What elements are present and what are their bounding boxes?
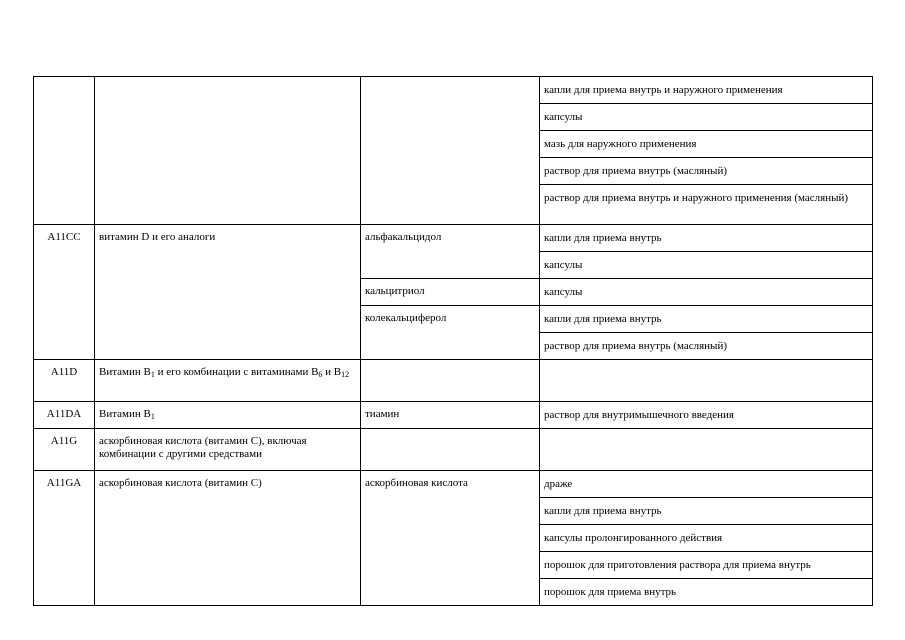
group-name-cell	[95, 77, 361, 225]
table-row	[34, 429, 873, 471]
drug-name-cell: альфакальцидол	[361, 225, 540, 279]
drug-name-cell	[361, 360, 540, 402]
group-name-cell: Витамин $B_1$	[95, 402, 361, 429]
atc-code-cell: A11GA	[34, 471, 95, 606]
table-row	[34, 77, 873, 104]
atc-code-cell: A11CC	[34, 225, 95, 360]
group-name-cell: аскорбиновая кислота (витамин С)	[95, 471, 361, 606]
dosage-form-cell: порошок для приема внутрь	[540, 579, 873, 606]
drug-classification-table	[33, 76, 873, 606]
dosage-form-cell: мазь для наружного применения	[540, 131, 873, 158]
dosage-form-cell: раствор для приема внутрь (масляный)	[540, 333, 873, 360]
group-name-cell: аскорбиновая кислота (витамин С), включая комбинации с другими средствами	[95, 429, 361, 471]
dosage-form-cell: капсулы	[540, 104, 873, 131]
dosage-form-cell: капсулы	[540, 279, 873, 306]
drug-name-cell: тиамин	[361, 402, 540, 429]
dosage-form-cell: капли для приема внутрь	[540, 306, 873, 333]
dosage-form-cell: капли для приема внутрь	[540, 225, 873, 252]
dosage-form-cell: капли для приема внутрь и наружного применения	[540, 77, 873, 104]
drug-name-cell: колекальциферол	[361, 306, 540, 360]
dosage-form-cell: капли для приема внутрь	[540, 498, 873, 525]
dosage-form-cell: капсулы	[540, 252, 873, 279]
atc-code-cell: A11D	[34, 360, 95, 402]
dosage-form-cell	[540, 429, 873, 471]
dosage-form-cell: раствор для внутримышечного введения	[540, 402, 873, 429]
atc-code-cell: A11DA	[34, 402, 95, 429]
dosage-form-cell: раствор для приема внутрь и наружного применения (масляный)	[540, 185, 873, 225]
group-name-cell: Витамин $B_1$ и его комбинации с витаминами $B_6$ и $B_{12}$	[95, 360, 361, 402]
atc-code-cell: A11G	[34, 429, 95, 471]
drug-name-cell	[361, 429, 540, 471]
dosage-form-cell	[540, 360, 873, 402]
dosage-form-cell: раствор для приема внутрь (масляный)	[540, 158, 873, 185]
table-row	[34, 360, 873, 402]
atc-code-cell	[34, 77, 95, 225]
table-row	[34, 225, 873, 252]
table-row	[34, 471, 873, 498]
dosage-form-cell: капсулы пролонгированного действия	[540, 525, 873, 552]
drug-name-cell	[361, 77, 540, 225]
dosage-form-cell: драже	[540, 471, 873, 498]
drug-name-cell: аскорбиновая кислота	[361, 471, 540, 606]
group-name-cell: витамин D и его аналоги	[95, 225, 361, 360]
dosage-form-cell: порошок для приготовления раствора для приема внутрь	[540, 552, 873, 579]
drug-name-cell: кальцитриол	[361, 279, 540, 306]
table-row	[34, 402, 873, 429]
